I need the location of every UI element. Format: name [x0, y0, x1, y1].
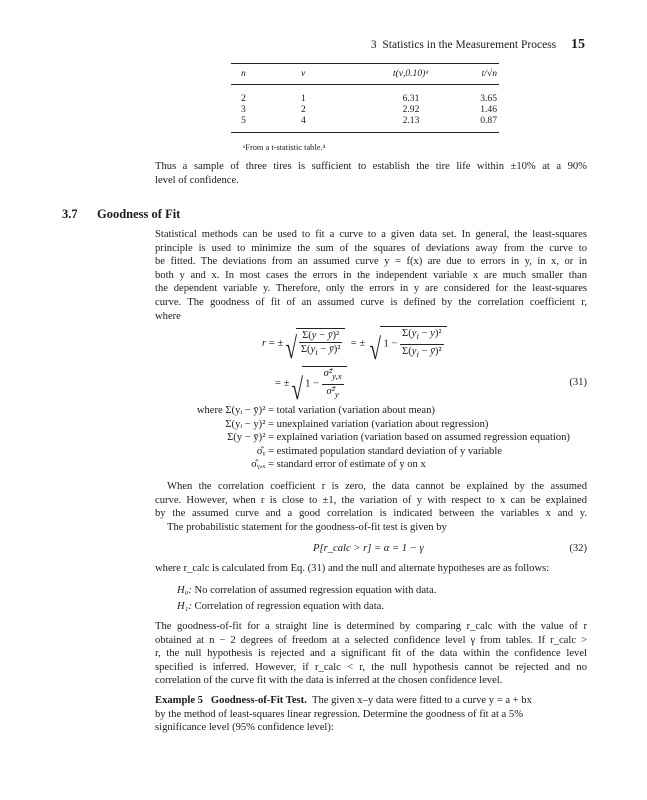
- text-line: where: [155, 310, 181, 322]
- example-5: [155, 694, 587, 735]
- text-line: where r_calc is calculated from Eq. (31) and the null and alternate hypotheses are as follows:: [155, 563, 550, 574]
- definition-row: [155, 458, 570, 472]
- equation-32: P[r_calc > r] = α = 1 − γ: [313, 543, 424, 554]
- equation-number-32: (32): [569, 543, 587, 554]
- equation-31-line-1: r = ± √ $\frac{\text{Σ(y − ȳ)²}}{\Sigma(y_i - ȳ)^2}$ = ± √ 1 − $\frac{\Sigma(y_i - y)^2}{\Sigma(y_i - ȳ)^2}$: [262, 326, 447, 361]
- chapter-number: 3: [370, 39, 377, 51]
- definition-term: σ̂ᵧ,ₓ =: [251, 459, 274, 471]
- table-row: [231, 85, 499, 105]
- definition-text: explained variation (variation based on assumed regression equation): [276, 432, 570, 444]
- column-header-t-over-root-n: t/√n: [451, 64, 499, 85]
- definition-text: estimated population standard deviation of y variable: [276, 445, 503, 457]
- variable-definitions: [155, 404, 570, 472]
- text-line: Thus a sample of three tires is sufficient to establish the tire life within ±10% at a 90%: [155, 161, 587, 172]
- table-cell: 4: [301, 115, 306, 126]
- definition-term: where Σ(yᵢ − ȳ)² =: [196, 405, 274, 416]
- hypothesis-label: H₁:: [177, 601, 192, 612]
- page-number: 15: [571, 37, 585, 52]
- section-title: Goodness of Fit: [97, 207, 181, 221]
- text-line: correlation of the curve fit with the data is inferred at the chosen confidence level.: [155, 675, 503, 687]
- text-line: The given x–y data were fitted to a curve y = a + bx: [311, 695, 532, 706]
- hypothesis-label: H₀:: [177, 585, 192, 596]
- table-cell: 5: [241, 115, 246, 126]
- text-line: principle is used to minimize the sum of the squares of deviations away from the curve to: [155, 242, 587, 254]
- chapter-title: Statistics in the Measurement Process: [382, 39, 557, 51]
- table-cell: 2: [241, 93, 246, 104]
- table-header-row: [231, 64, 499, 85]
- table-row: [231, 115, 499, 133]
- text-line: the dependent variable y. Therefore, only the errors in y are considered for the least-squares: [155, 283, 587, 295]
- text-line: be fitted. The deviations from an assumed curve y = f(x) are due to errors in y, in x, or in: [155, 256, 587, 268]
- column-header-nu: ν: [301, 64, 371, 85]
- table-cell: 2.92: [402, 104, 420, 115]
- definition-text: total variation (variation about mean): [276, 405, 435, 416]
- t-statistic-table: [231, 63, 499, 133]
- table-cell: 0.87: [480, 115, 497, 126]
- text-line: by the method of least-squares linear regression. Determine the goodness of fit at a 5%: [155, 708, 524, 720]
- column-header-n: n: [231, 64, 301, 85]
- text-line: r, the null hypothesis is rejected and a significant fit of the data within the confidence level: [155, 648, 587, 660]
- text-line: curve. However, when r is close to ±1, the variation of y with respect to x can be explained: [155, 494, 587, 506]
- null-hypothesis: [177, 584, 436, 598]
- definition-row: [155, 404, 570, 418]
- definition-text: unexplained variation (variation about regression): [276, 418, 489, 430]
- example-title: Goodness-of-Fit Test.: [210, 695, 307, 706]
- definition-row: [155, 418, 570, 432]
- text-line: level of confidence.: [155, 174, 239, 186]
- equation-31-line-2: = ± √ 1 − $\frac{\sigmâ^2_{y,x}}{\sigmâ^2_y}$: [275, 366, 347, 401]
- text-line: by the assumed curve and a good correlation is indicated between the variables x and y.: [155, 508, 587, 520]
- definition-term: Σ(y − ȳ)² =: [227, 432, 274, 444]
- text-line: The probabilistic statement for the goodness-of-fit test is given by: [167, 521, 447, 533]
- text-line: specified is inferred. However, if r_calc < r, the null hypothesis cannot be rejected and no: [155, 661, 587, 673]
- table-cell: 3: [241, 104, 246, 115]
- table-cell: 1.46: [480, 104, 497, 115]
- where-rcalc-paragraph: [155, 562, 587, 576]
- text-line: significance level (95% confidence level):: [155, 722, 334, 734]
- hypothesis-text: No correlation of assumed regression equation with data.: [194, 585, 437, 596]
- table-cell: 6.31: [402, 93, 420, 104]
- equation-number-31: (31): [569, 377, 587, 388]
- text-line: obtained at n − 2 degrees of freedom at a selected confidence level γ from tables. If r_calc >: [155, 634, 587, 646]
- correlation-paragraph: [155, 480, 587, 534]
- running-header: [371, 38, 585, 53]
- table-cell: 2: [301, 104, 306, 115]
- section-number: 3.7: [62, 207, 78, 221]
- table-cell: 3.65: [480, 93, 497, 104]
- conclusion-paragraph: [155, 160, 587, 187]
- hypothesis-text: Correlation of regression equation with data.: [194, 601, 384, 612]
- alternate-hypothesis: [177, 600, 384, 614]
- definition-term: Σ(yᵢ − y)² =: [225, 418, 274, 430]
- definition-row: [155, 431, 570, 445]
- text-line: The goodness-of-fit for a straight line is determined by comparing r_calc with the value of r: [155, 621, 587, 632]
- definition-row: [155, 445, 570, 459]
- decision-paragraph: [155, 620, 587, 688]
- text-line: Statistical methods can be used to fit a curve to a given data set. In general, the least-squares: [155, 229, 587, 240]
- definition-text: standard error of estimate of y on x: [276, 459, 426, 471]
- table-footnote: ᵃFrom a t-statistic table.⁴: [243, 143, 326, 152]
- table-cell: 1: [301, 93, 306, 104]
- text-line: both y and x. In most cases the errors in the independent variable x are much smaller than: [155, 269, 587, 281]
- table-cell: 2.13: [402, 115, 420, 126]
- column-header-t: t(ν,0.10)ᵃ: [371, 64, 451, 85]
- example-label: Example 5: [155, 695, 203, 706]
- intro-paragraph: [155, 228, 587, 323]
- text-line: When the correlation coefficient r is zero, the data cannot be explained by the assumed: [167, 481, 587, 492]
- definition-term: σ̂ᵧ =: [256, 445, 274, 457]
- example-first-line: [155, 694, 587, 708]
- text-line: curve. The goodness of fit of an assumed curve is defined by the correlation coefficient r,: [155, 296, 587, 308]
- table-row: [231, 104, 499, 115]
